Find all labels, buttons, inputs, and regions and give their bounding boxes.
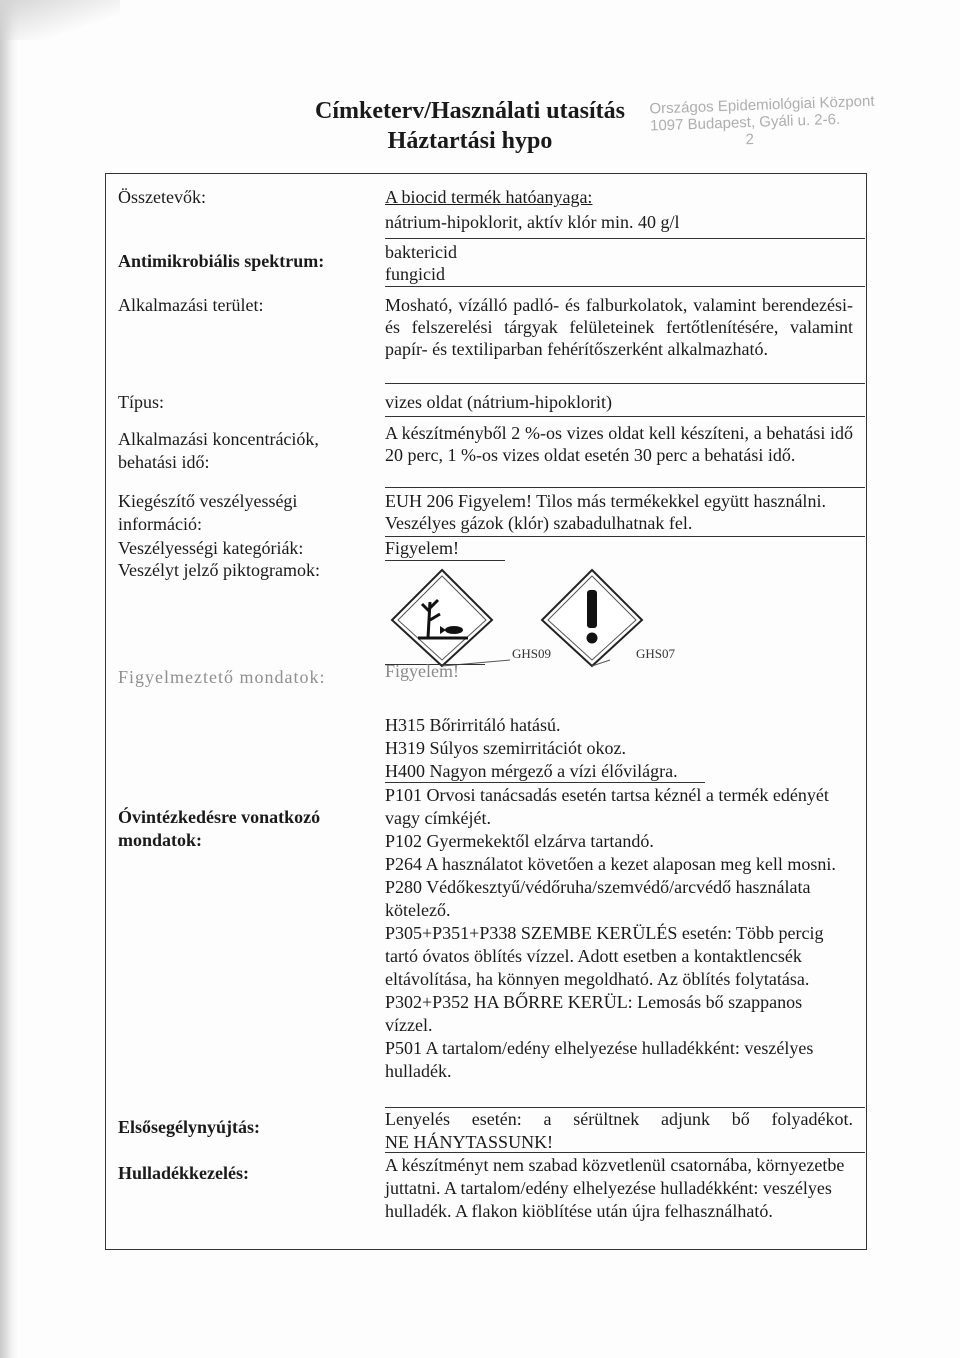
ghs07-exclamation-icon [542,570,642,666]
scan-shadow-corner [0,0,120,40]
elsosegely-line-1: Lenyelés esetén: a sérültnek adjunk bő folyadékot. [385,1109,853,1129]
row-divider [385,782,705,783]
title-line-2: Háztartási hypo [387,128,553,154]
precautionary-statement: P280 Védőkesztyű/védőruha/szemvédő/arcvédő használata kötelező. [385,877,811,920]
row-divider [385,286,865,287]
precautionary-statement: P305+P351+P338 SZEMBE KERÜLÉS esetén: Több percig tartó óvatos öblítés vízzel. Adott esetben a kontaktlencsék eltávolítása, ha könnyen megoldható. Az öblítés folytatása. [385,923,824,989]
ovintezkedes-label-line-1: Óvintézkedésre vonatkozó [118,807,321,827]
scan-shadow-left [0,0,18,1358]
kiegeszito-label-line-1: Kiegészítő veszélyességi [118,491,298,511]
active-substance-heading: A biocid termék hatóanyaga: [385,187,593,207]
hazard-statement: H315 Bőrirritáló hatású. [385,715,561,735]
row-divider [385,383,865,384]
value-kategoria: Figyelem! [385,538,459,558]
spektrum-line-2: fungicid [385,264,445,284]
value-terulet: Mosható, vízálló padló- és falburkolatok, valamint berendezési- és felszerelési tárgyak felületeinek fertőtlenítésére, valamint papír- és textiliparban fehérítőszerként alkalmazható. [385,295,853,359]
label-piktogram: Veszélyt jelző piktogramok: [118,560,320,580]
receipt-stamp [649,91,911,151]
kiegeszito-label-line-2: információ: [118,514,202,534]
row-divider [385,487,865,488]
ovintezkedes-label-line-2: mondatok: [118,830,203,850]
value-osszetevok [385,186,853,233]
stamp-line-2: 1097 Budapest, Gyáli u. 2-6. [649,110,841,135]
precautionary-statement: P264 A használatot követően a kezet alaposan meg kell mosni. [385,854,836,874]
label-hulladek: Hulladékkezelés: [118,1163,249,1183]
row-divider-short [385,560,505,561]
spektrum-line-1: baktericid [385,242,457,262]
precautionary-statement: P302+P352 HA BŐRRE KERÜL: Lemosás bő szappanos vízzel. [385,992,803,1035]
label-spektrum: Antimikrobiális spektrum: [118,251,325,271]
precautionary-statements [385,784,845,1083]
label-ovintezkedes [118,806,320,852]
title-line-1: Címketerv/Használati utasítás [315,98,625,124]
value-spektrum [385,241,853,285]
row-divider [385,238,865,239]
koncentracio-label-line-1: Alkalmazási koncentrációk, [118,429,319,449]
precautionary-statement: P101 Orvosi tanácsadás esetén tartsa kéznél a termék edényét vagy címkéjét. [385,785,829,828]
koncentracio-label-line-2: behatási idő: [118,452,210,472]
value-hulladek: A készítményt nem szabad közvetlenül csatornába, környezetbe juttatni. A tartalom/edény elhelyezése hulladékként: veszélyes hulladék. A flakon kiöblítése után újra felhasználható. [385,1155,845,1221]
hazard-statement: H319 Súlyos szemirritációt okoz. [385,738,626,758]
label-tipus: Típus: [118,392,165,412]
value-kiegeszito: EUH 206 Figyelem! Tilos más termékekkel együtt használni. Veszélyes gázok (klór) szabadulhatnak fel. [385,491,826,533]
value-tipus: vizes oldat (nátrium-hipoklorit) [385,392,612,412]
signal-word: Figyelem! [385,661,459,681]
label-koncentracio [118,428,319,474]
value-koncentracio: A készítményből 2 %-os vizes oldat kell készíteni, a behatási idő 20 perc, 1 %-os vizes oldat esetén 30 perc a behatási idő. [385,423,853,465]
label-elsosegely: Elsősegélynyújtás: [118,1117,261,1137]
elsosegely-line-2: NE HÁNYTASSUNK! [385,1132,554,1152]
ghs09-environment-icon [392,570,492,666]
ghs09-label: GHS09 [512,646,552,661]
stamp-line-3: 2 [745,130,755,149]
hazard-statements [385,714,853,783]
row-divider [385,1152,865,1153]
label-osszetevok: Összetevők: [118,187,206,207]
precautionary-statement: P102 Gyermekektől elzárva tartandó. [385,831,654,851]
label-kiegeszito [118,490,297,536]
hazard-statement: H400 Nagyon mérgező a vízi élővilágra. [385,761,678,781]
stamp-line-1: Országos Epidemiológiai Központ [649,92,875,118]
ghs07-label: GHS07 [636,646,676,661]
label-terulet: Alkalmazási terület: [118,295,264,315]
precautionary-statement: P501 A tartalom/edény elhelyezése hulladékként: veszélyes hulladék. [385,1038,814,1081]
document-title [300,96,640,156]
label-kategoria: Veszélyességi kategóriák: [118,538,304,558]
row-divider [385,416,865,417]
active-substance-value: nátrium-hipoklorit, aktív klór min. 40 g/l [385,212,680,232]
value-elsosegely [385,1108,853,1154]
label-figyelmezteto: Figyelmeztető mondatok: [118,667,326,687]
